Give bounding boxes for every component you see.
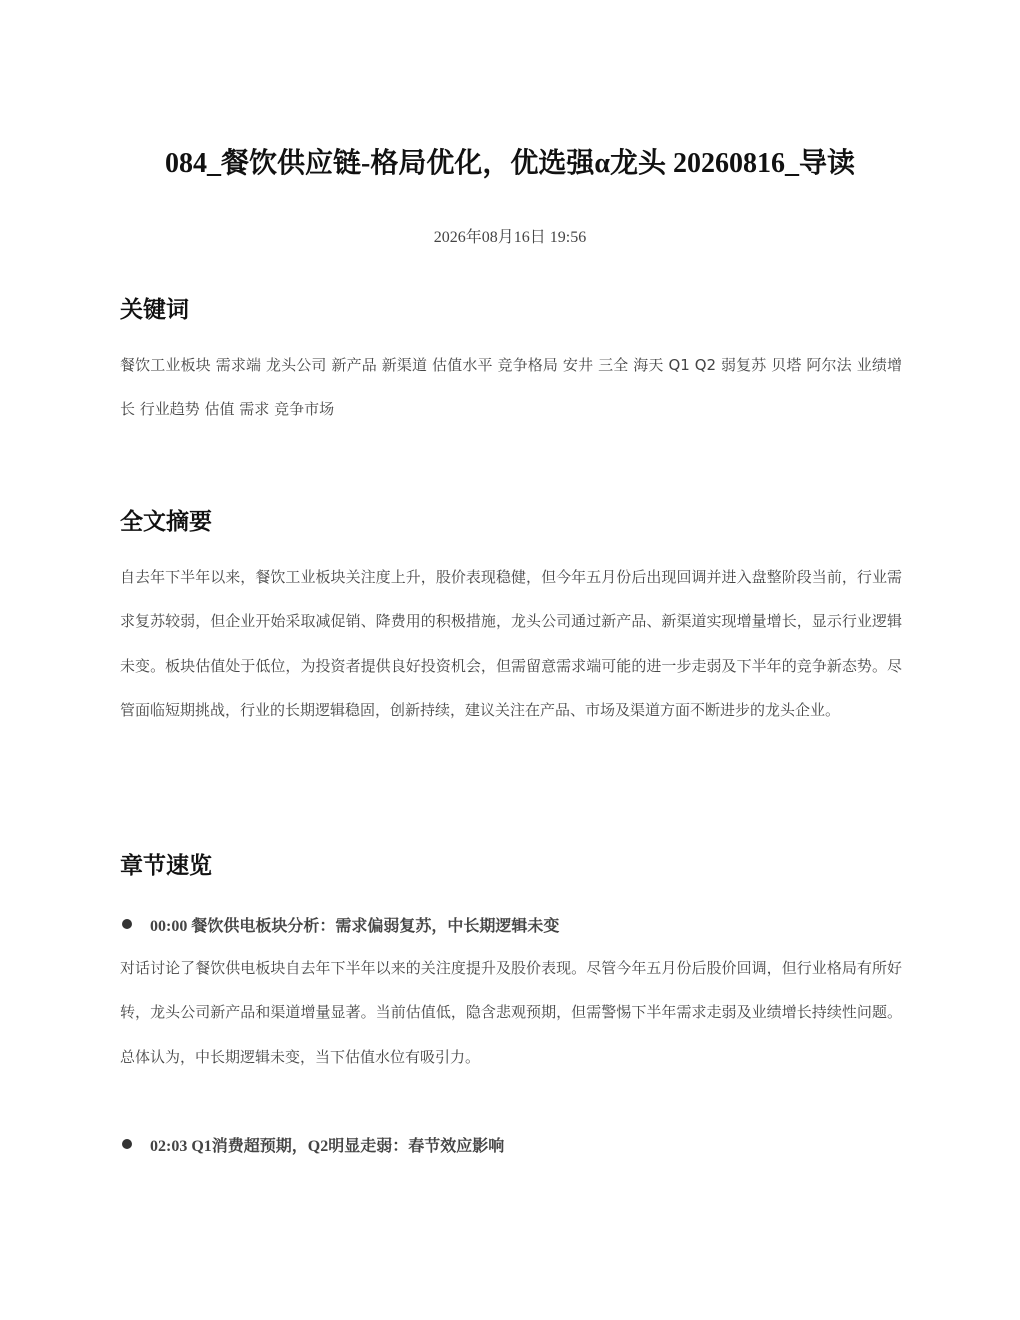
bullet-icon — [122, 919, 132, 929]
chapter-item — [120, 1130, 902, 1158]
chapters-heading: 章节速览 — [120, 853, 212, 879]
chapter-item — [120, 910, 902, 938]
summary-text: 自去年下半年以来，餐饮工业板块关注度上升，股价表现稳健，但今年五月份后出现回调并进入盘整阶段当前，行业需求复苏较弱，但企业开始采取减促销、降费用的积极措施，龙头公司通过新产品、新渠道实现增量增长，显示行业逻辑未变。板块估值处于低位，为投资者提供良好投资机会，但需留意需求端可能的进一步走弱及下半年的竞争新态势。尽管面临短期挑战，行业的长期逻辑稳固，创新持续，建议关注在产品、市场及渠道方面不断进步的龙头企业。 — [120, 568, 902, 719]
chapter-title: 00:00 餐饮供电板块分析：需求偏弱复苏，中长期逻辑未变 — [150, 917, 560, 935]
keywords-text: 餐饮工业板块 需求端 龙头公司 新产品 新渠道 估值水平 竞争格局 安井 三全 海天 Q1 Q2 弱复苏 贝塔 阿尔法 业绩增长 行业趋势 估值 需求 竞争市场 — [120, 356, 902, 419]
document-date: 2026年08月16日 19:56 — [433, 229, 587, 246]
chapter-title: 02:03 Q1消费超预期，Q2明显走弱：春节效应影响 — [150, 1137, 505, 1155]
document-title: 084_餐饮供应链-格局优化，优选强α龙头 20260816_导读 — [165, 148, 855, 179]
keywords-heading: 关键词 — [120, 297, 189, 323]
chapter-text: 对话讨论了餐饮供电板块自去年下半年以来的关注度提升及股价表现。尽管今年五月份后股价回调，但行业格局有所好转，龙头公司新产品和渠道增量显著。当前估值低，隐含悲观预期，但需警惕下半年需求走弱及业绩增长持续性问题。总体认为，中长期逻辑未变，当下估值水位有吸引力。 — [120, 959, 902, 1066]
bullet-icon — [122, 1139, 132, 1149]
summary-heading: 全文摘要 — [120, 509, 212, 535]
